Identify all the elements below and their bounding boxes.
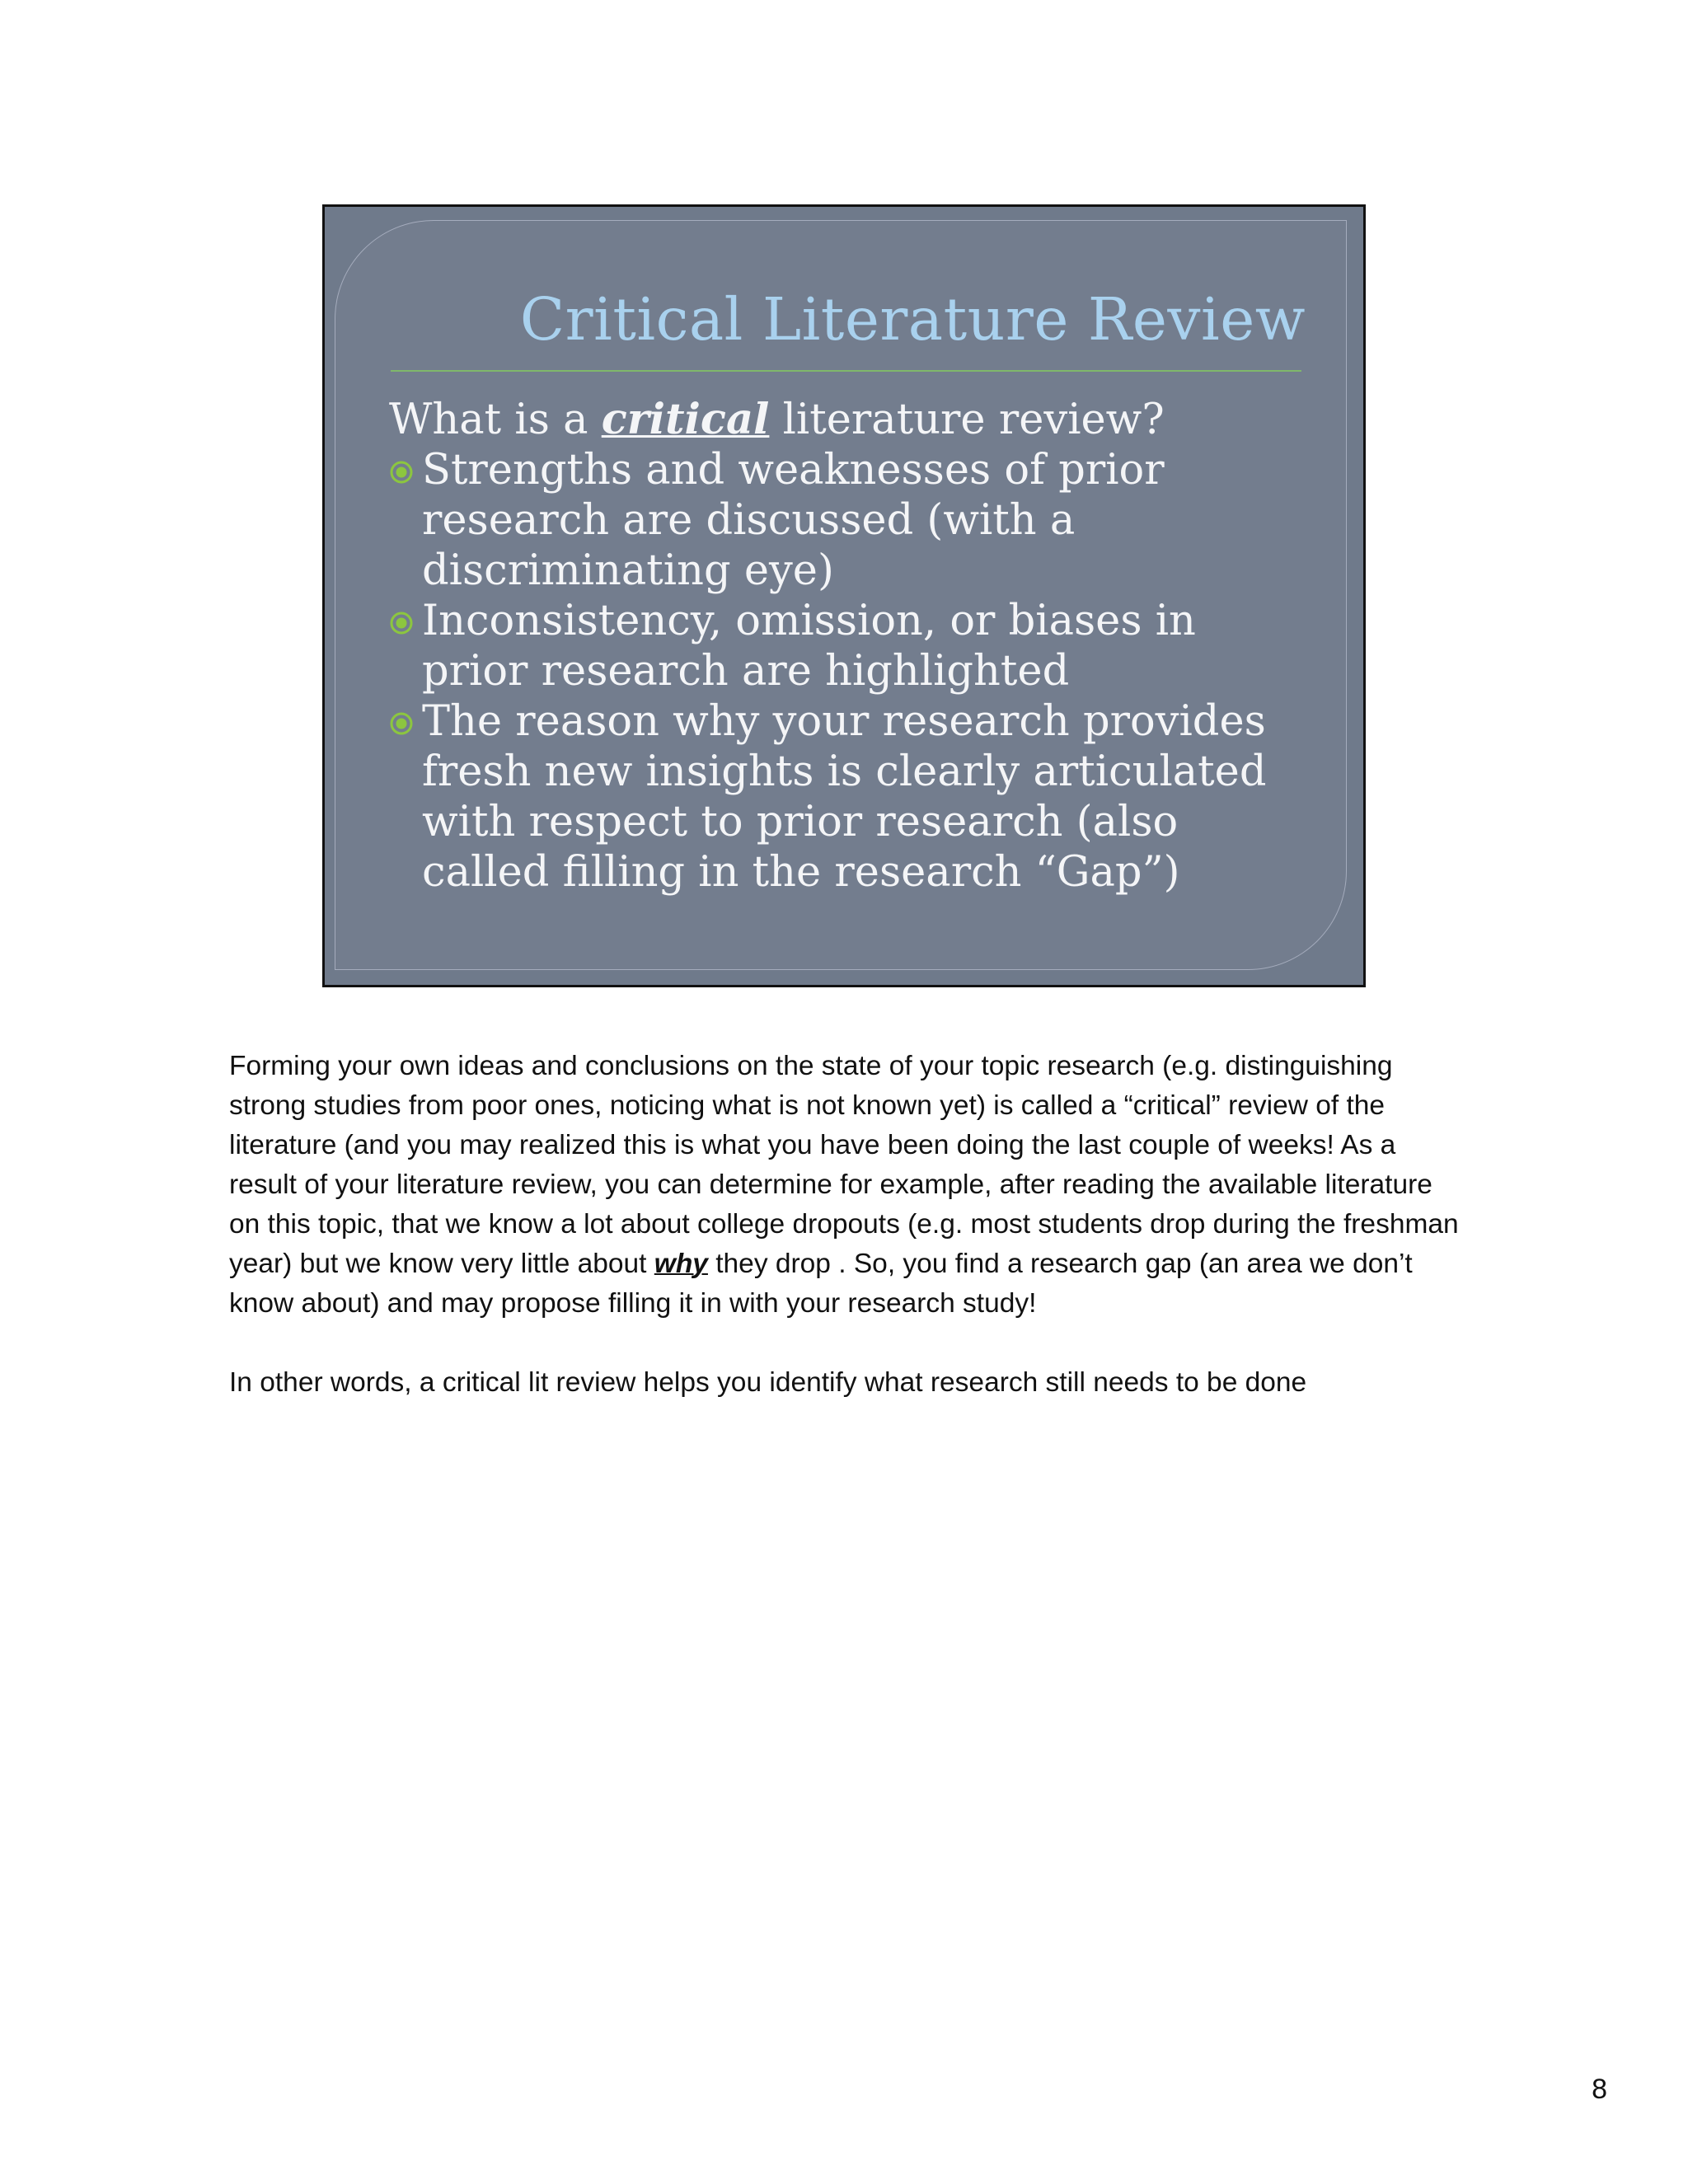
question-emphasis: critical — [601, 395, 770, 444]
circled-dot-icon — [389, 460, 414, 485]
title-divider — [391, 370, 1301, 372]
notes-text-after: they drop . So, you find a research gap (an area we don’t know about) and may propose filling it in with your research study! — [229, 1249, 1413, 1319]
slide-bullet-item — [389, 445, 1304, 596]
slide-bullet-item — [389, 696, 1304, 898]
speaker-notes — [229, 1047, 1465, 1403]
question-suffix: literature review? — [769, 396, 1165, 444]
slide-bullet-list — [389, 445, 1304, 898]
notes-emphasis: why — [654, 1249, 708, 1279]
slide-thumbnail — [322, 204, 1366, 987]
slide-bullet-text: Strengths and weaknesses of prior research are discussed (with a discriminating eye) — [422, 446, 1165, 595]
slide-body — [389, 395, 1304, 898]
notes-paragraph: In other words, a critical lit review helps you identify what research still needs to be done — [229, 1367, 1307, 1398]
slide-bullet-item — [389, 596, 1304, 696]
slide-question — [389, 395, 1304, 445]
page-number: 8 — [1592, 2074, 1607, 2105]
notes-text-before: Forming your own ideas and conclusions on the state of your topic research (e.g. distinguishing strong studies from poor ones, noticing what is not known yet) is called a “critical” review of the literature (and you may realized this is what you have been doing the last couple of weeks! As a result of your literature review, you can determine for example, after reading the available literature on this topic, that we know a lot about college dropouts (e.g. most students drop during the freshman year) but we know very little about — [229, 1051, 1459, 1279]
slide-bullet-text: Inconsistency, omission, or biases in prior research are highlighted — [422, 597, 1196, 696]
question-prefix: What is a — [389, 396, 602, 444]
notes-paragraph — [229, 1047, 1465, 1324]
circled-dot-icon — [389, 611, 414, 635]
slide-title: Critical Literature Review — [519, 285, 1306, 354]
circled-dot-icon — [389, 711, 414, 736]
slide-bullet-text: The reason why your research provides fresh new insights is clearly articulated with respect to prior research (also called filling in the research “Gap”) — [422, 697, 1267, 897]
